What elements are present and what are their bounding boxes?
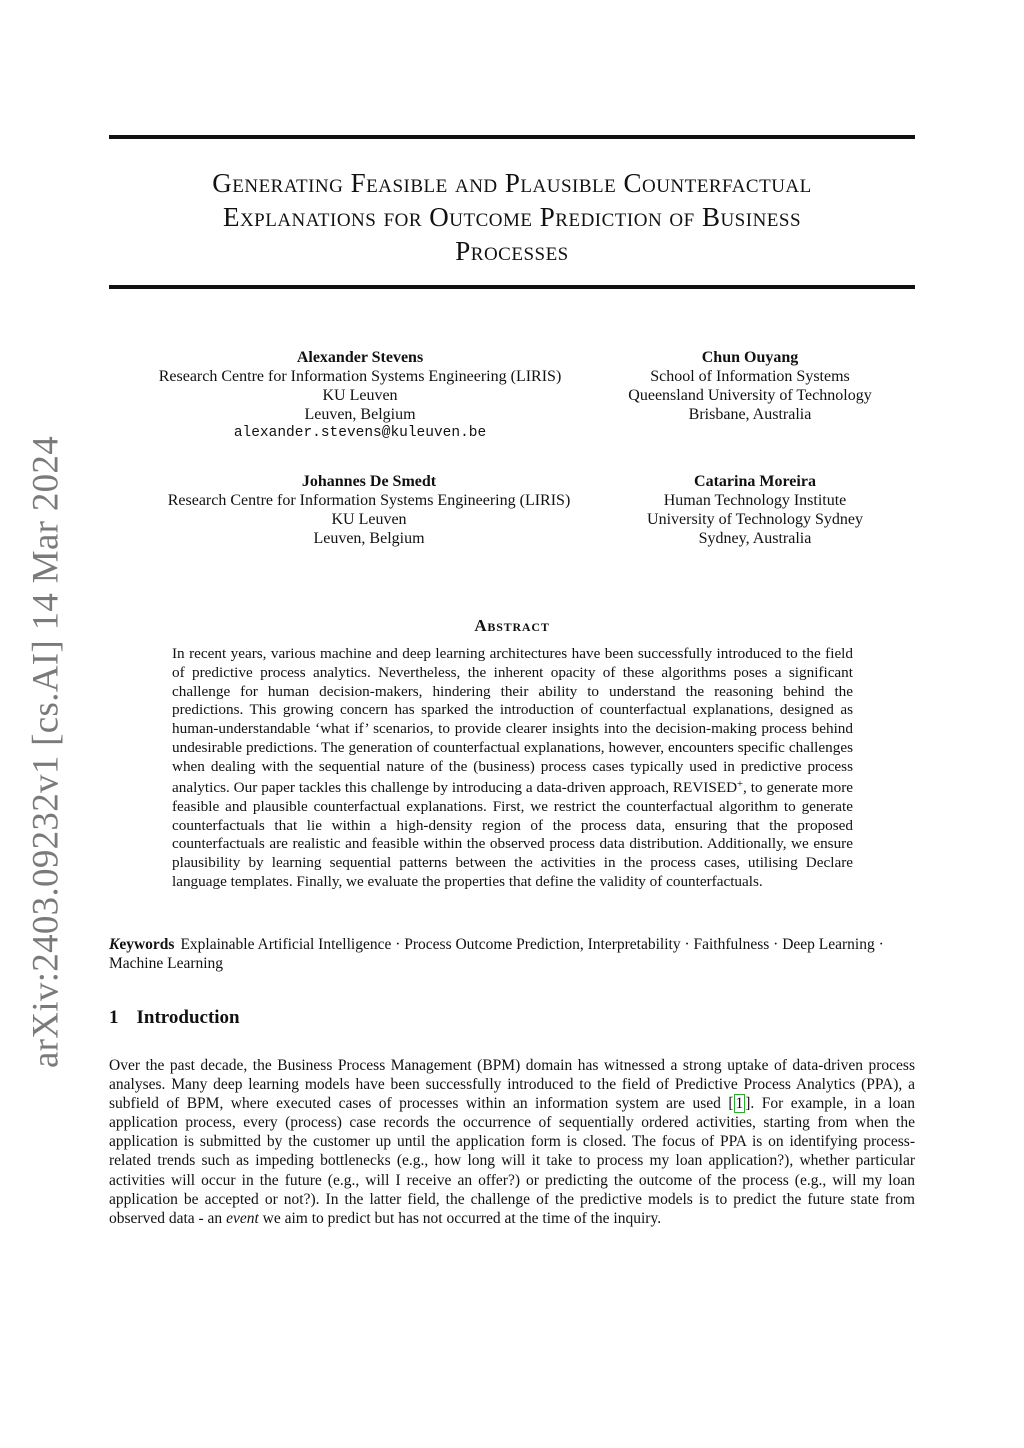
author-block-de-smedt <box>109 472 629 548</box>
author-affiliation: Research Centre for Information Systems Engineering (LIRIS) <box>158 368 562 385</box>
author-affiliation: Human Technology Institute <box>663 492 847 509</box>
keywords-paragraph <box>109 935 915 973</box>
intro-text-part-3: we aim to predict but has not occurred at the time of the inquiry. <box>258 1209 662 1227</box>
title-line-3: Processes <box>455 236 569 266</box>
arxiv-identifier-stamp: arXiv:2403.09232v1 [cs.AI] 14 Mar 2024 <box>25 435 67 1069</box>
abstract-superscript-plus: + <box>737 779 744 791</box>
title-line-2: Explanations for Outcome Prediction of Business <box>222 202 802 232</box>
author-name: Chun Ouyang <box>701 349 799 366</box>
author-institution: University of Technology Sydney <box>647 511 863 528</box>
author-block-moreira <box>605 472 905 548</box>
title-bottom-rule <box>109 285 915 289</box>
author-location: Leuven, Belgium <box>304 406 416 423</box>
keywords-label-initial: K <box>109 936 120 953</box>
title-line-1: Generating Feasible and Plausible Counterfactual <box>212 168 812 198</box>
author-affiliation: Research Centre for Information Systems Engineering (LIRIS) <box>167 492 571 509</box>
section-number: 1 <box>109 1007 119 1028</box>
author-institution: KU Leuven <box>322 387 398 404</box>
author-name: Alexander Stevens <box>296 349 424 366</box>
section-title: Introduction <box>136 1007 240 1028</box>
title-top-rule <box>109 135 915 139</box>
author-name: Johannes De Smedt <box>301 473 437 490</box>
intro-text-part-1: Over the past decade, the Business Process Management (BPM) domain has witnessed a strong uptake of data-driven process analyses. Many deep learning models have been successfully introduced to the field of Predictive Process Analytics (PPA), a subfield of BPM, where executed cases of processes within an information system are used [ <box>109 1057 915 1113</box>
abstract-heading: Abstract <box>474 616 550 635</box>
author-institution: Queensland University of Technology <box>628 387 872 404</box>
author-affiliation: School of Information Systems <box>650 368 850 385</box>
author-location: Leuven, Belgium <box>313 530 425 547</box>
section-heading-introduction <box>109 1007 240 1029</box>
author-institution: KU Leuven <box>331 511 407 528</box>
author-block-stevens <box>109 348 611 443</box>
intro-text-part-2: ]. For example, in a loan application process, every (process) case records the occurrence of sequentially ordered activities, starting from when the application is submitted by the customer up until the application form is closed. The focus of PPA is on identifying process-related trends such as impeding bottlenecks (e.g., how long will it take to process my loan application?), whether particular activities will occur in the future (e.g., will I receive an offer?) or predicting the outcome of the process (e.g., will my loan application be accepted or not?). In the latter field, the challenge of the predictive models is to predict the future state from observed data - an <box>109 1095 915 1227</box>
abstract-text-part-1: In recent years, various machine and deep learning architectures have been successfully introduced to the field of predictive process analytics. Nevertheless, the inherent opacity of these algorithms poses a significant challenge for human decision-makers, hindering their ability to understand the reasoning behind the predictions. This growing concern has sparked the introduction of counterfactual explanations, designed as human-understandable ‘what if’ scenarios, to provide clearer insights into the decision-making process behind undesirable predictions. The generation of counterfactual explanations, however, encounters specific challenges when dealing with the sequential nature of the (business) process cases typically used in predictive process analytics. Our paper tackles this challenge by introducing a data-driven approach, REVISED <box>172 645 853 797</box>
author-block-ouyang <box>600 348 900 424</box>
intro-emphasis: event <box>226 1209 259 1227</box>
author-name: Catarina Moreira <box>694 473 816 490</box>
author-location: Sydney, Australia <box>698 530 812 547</box>
abstract-text-part-2: , to generate more feasible and plausible counterfactual explanations. First, we restrict the counterfactual algorithm to generate counterfactuals that lie within a high-density region of the process data, ensuring that the proposed counterfactuals are realistic and feasible within the observed process data distribution. Additionally, we ensure plausibility by learning sequential patterns between the activities in the process cases, utilising Declare language templates. Finally, we evaluate the properties that define the validity of counterfactuals. <box>172 779 854 890</box>
paper-title <box>109 166 915 268</box>
author-location: Brisbane, Australia <box>688 406 812 423</box>
keywords-label <box>109 936 174 953</box>
abstract-body <box>172 645 853 892</box>
keywords-text: Explainable Artificial Intelligence · Process Outcome Prediction, Interpretability · Faithfulness · Deep Learning · Machine Learning <box>109 936 884 972</box>
keywords-label-rest: eywords <box>119 936 175 953</box>
citation-link[interactable]: 1 <box>735 1095 744 1113</box>
author-email[interactable]: alexander.stevens@kuleuven.be <box>233 425 487 441</box>
introduction-paragraph <box>109 1056 915 1228</box>
